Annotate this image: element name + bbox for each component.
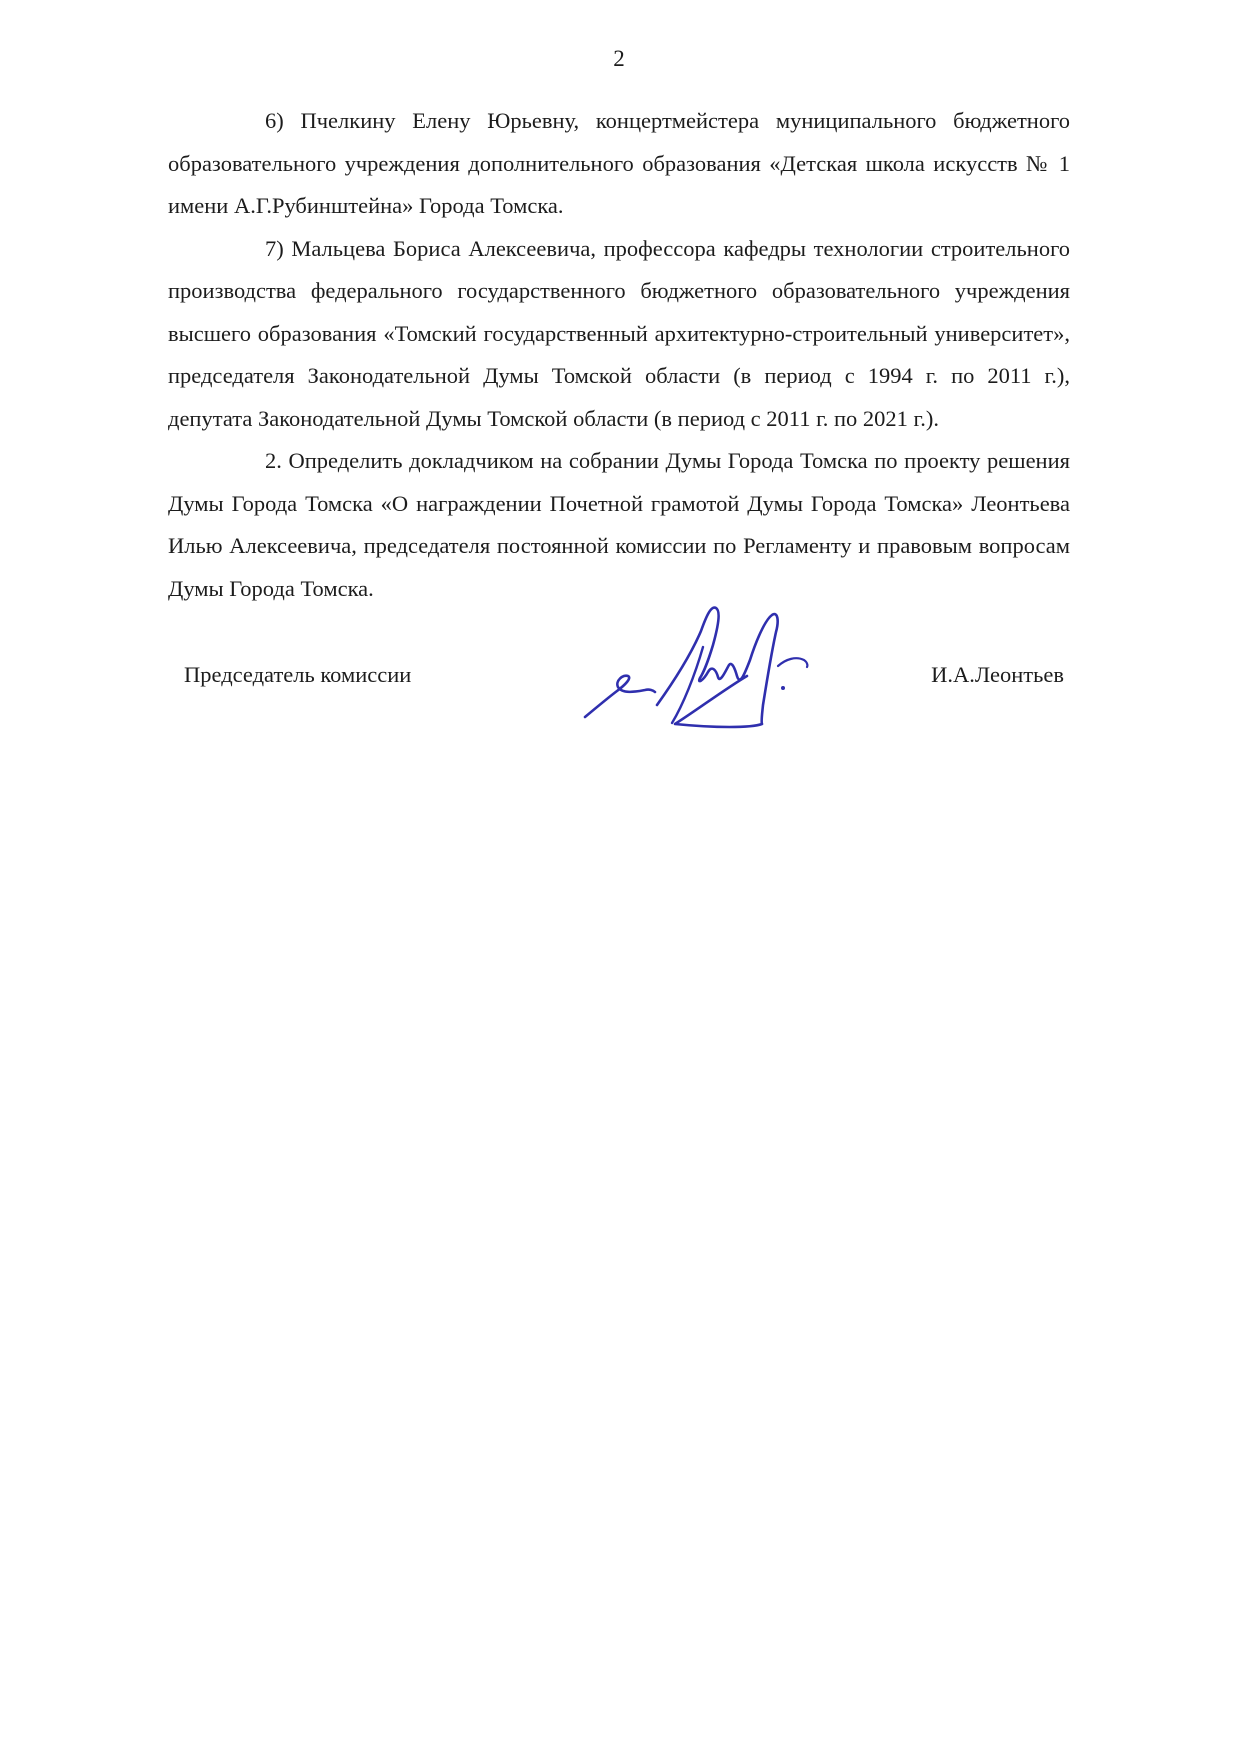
signatory-name: И.А.Леонтьев	[931, 662, 1064, 687]
page-number: 2	[613, 46, 625, 71]
paragraph-award-item-7: 7) Мальцева Бориса Алексеевича, профессора кафедры технологии строительного производства федерального государственного бюджетного образовательного учреждения высшего образования «Томский государственный архитектурно-строительный университет», председателя Законодательной Думы Томской области (в период с 1994 г. по 2011 г.), депутата Законодательной Думы Томской области (в период с 2011 г. по 2021 г.).	[168, 235, 1070, 431]
paragraph-award-item-6: 6) Пчелкину Елену Юрьевну, концертмейстера муниципального бюджетного образовательного учреждения дополнительного образования «Детская школа искусств № 1 имени А.Г.Рубинштейна» Города Томска.	[168, 108, 1070, 218]
signature-title: Председатель комиссии	[184, 662, 412, 687]
handwritten-signature-ink	[545, 575, 825, 750]
paragraph-resolution-2: 2. Определить докладчиком на собрании Думы Города Томска по проекту решения Думы Города Томска «О награждении Почетной грамотой Думы Города Томска» Леонтьева Илью Алексеевича, председателя постоянной комиссии по Регламенту и правовым вопросам Думы Города Томска.	[168, 448, 1070, 601]
document-body	[168, 100, 1070, 610]
